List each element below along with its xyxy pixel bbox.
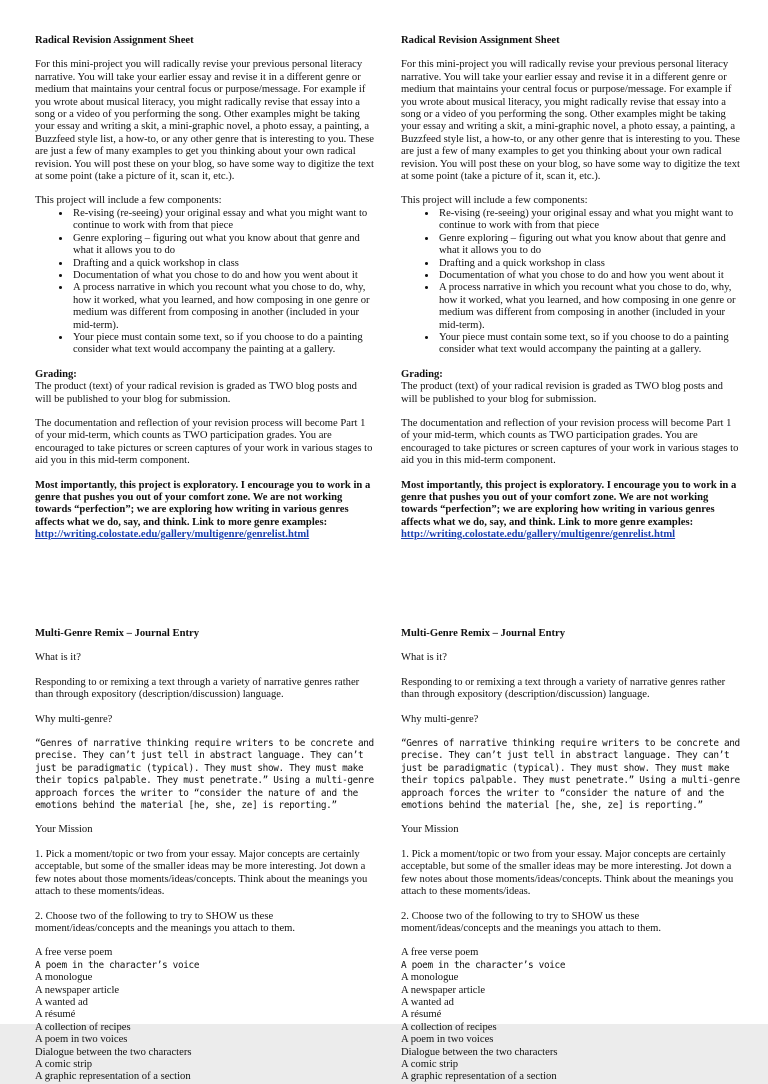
list-item: A graphic representation of a section bbox=[35, 1071, 191, 1083]
mission-step-1: 1. Pick a moment/topic or two from your essay. Major concepts are certainly acceptable, but some of the smaller ideas may be more interesting. Jot down a few notes about those moments/ideas/concepts. Think about the meanings you attach to these moments/ideas. bbox=[401, 848, 734, 898]
what-answer: Responding to or remixing a text through a variety of narrative genres rather than through expository (description/discussion) language. bbox=[35, 676, 360, 701]
assignment-title: Radical Revision Assignment Sheet bbox=[401, 35, 560, 46]
what-question: What is it? bbox=[35, 652, 81, 664]
list-item: A résumé bbox=[401, 1009, 442, 1021]
journal-entry-left bbox=[35, 628, 375, 1084]
list-item: A monologue bbox=[401, 972, 459, 984]
components-lead: This project will include a few components: bbox=[35, 195, 222, 207]
components-list bbox=[401, 208, 741, 357]
genre-list bbox=[401, 947, 741, 1083]
genre-examples-link[interactable]: http://writing.colostate.edu/gallery/multigenre/genrelist.html bbox=[35, 529, 310, 541]
list-item: • Re-vising (re-seeing) your original essay and what you might want to continue to work with from that piece bbox=[71, 208, 375, 233]
list-item: A free verse poem bbox=[35, 947, 113, 959]
genre-list bbox=[35, 947, 375, 1083]
list-item: A comic strip bbox=[401, 1058, 459, 1070]
assignment-sheet-right bbox=[401, 35, 741, 554]
journal-title: Multi-Genre Remix – Journal Entry bbox=[35, 628, 199, 639]
assignment-intro: For this mini-project you will radically revise your previous personal literacy narrative. You will take your earlier essay and revise it in a different genre or medium that maintains your central focus or purpose/message. For example if you wrote about musical literacy, you might radically revise that essay into a song or a video of you performing the song. Other examples might be taking your essay and writing a skit, a mini-graphic novel, a photo essay, a painting, a Buzzfeed style list, a how-to, or any other genre that is interesting to you. These are just a few of many examples to get you thinking about your own radical revision. You will post these on your blog, so have some way to digitize the text at some point (take a picture of it, scan it, etc.). bbox=[35, 59, 375, 183]
grading-section bbox=[35, 369, 375, 406]
documentation-text: The documentation and reflection of your revision process will become Part 1 of your mid-term, which counts as TWO participation grades. You are encouraged to take pictures or screen captures of your work in various stages to aid you in this mid-term component. bbox=[401, 417, 739, 467]
list-item: • Documentation of what you chose to do and how you went about it bbox=[437, 270, 741, 282]
list-item: Dialogue between the two characters bbox=[401, 1046, 558, 1058]
mission-step-2: 2. Choose two of the following to try to SHOW us these moment/ideas/concepts and the meanings you attach to them. bbox=[35, 910, 296, 934]
list-item: • A process narrative in which you recount what you chose to do, why, how it worked, what you learned, and how composing in one genre or medium was different from composing in another (included in your mid-term). bbox=[71, 282, 375, 332]
list-item: A monologue bbox=[35, 972, 93, 984]
grading-text: The product (text) of your radical revision is graded as TWO blog posts and will be published to your blog for submission. bbox=[401, 381, 723, 405]
list-item: A poem in the character’s voice bbox=[35, 959, 200, 971]
list-item: • A process narrative in which you recount what you chose to do, why, how it worked, what you learned, and how composing in one genre or medium was different from composing in another (included in your mid-term). bbox=[437, 282, 741, 332]
list-item: • Your piece must contain some text, so if you choose to do a painting consider what text would accompany the painting at a gallery. bbox=[71, 332, 375, 357]
what-answer: Responding to or remixing a text through a variety of narrative genres rather than through expository (description/discussion) language. bbox=[401, 676, 726, 701]
list-item: • Drafting and a quick workshop in class bbox=[71, 258, 375, 270]
components-lead: This project will include a few components: bbox=[401, 195, 588, 207]
grading-section bbox=[401, 369, 741, 406]
genre-quote: “Genres of narrative thinking require writers to be concrete and precise. They can’t just tell in abstract language. They can’t just be paradigmatic (typical). They must show. They must make their topics palpable. They must penetrate.” Using a multi-genre approach forces the writer to “consider the nature of and the emotions behind the material [he, she, ze] is reporting.” bbox=[401, 738, 740, 812]
list-item: A newspaper article bbox=[35, 984, 120, 996]
assignment-title: Radical Revision Assignment Sheet bbox=[35, 35, 194, 46]
grading-heading: Grading: bbox=[35, 368, 77, 380]
list-item: A résumé bbox=[35, 1009, 76, 1021]
grading-heading: Grading: bbox=[401, 368, 443, 380]
why-question: Why multi-genre? bbox=[35, 713, 113, 725]
genre-examples-link[interactable]: http://writing.colostate.edu/gallery/multigenre/genrelist.html bbox=[401, 529, 676, 541]
important-text: Most importantly, this project is exploratory. I encourage you to work in a genre that pushes you out of your comfort zone. We are not working towards “perfection”; we are exploring how writing in various genres affects what we do, say, and think. Link to more genre examples: bbox=[35, 479, 371, 528]
list-item: • Genre exploring – figuring out what you know about that genre and what it allows you to do bbox=[71, 233, 375, 258]
list-item: • Documentation of what you chose to do and how you went about it bbox=[71, 270, 375, 282]
genre-quote: “Genres of narrative thinking require writers to be concrete and precise. They can’t just tell in abstract language. They can’t just be paradigmatic (typical). They must show. They must make their topics palpable. They must penetrate.” Using a multi-genre approach forces the writer to “consider the nature of and the emotions behind the material [he, she, ze] is reporting.” bbox=[35, 738, 374, 812]
list-item: A collection of recipes bbox=[35, 1021, 131, 1033]
list-item: Dialogue between the two characters bbox=[35, 1046, 192, 1058]
documentation-text: The documentation and reflection of your revision process will become Part 1 of your mid-term, which counts as TWO participation grades. You are encouraged to take pictures or screen captures of your work in various stages to aid you in this mid-term component. bbox=[35, 417, 373, 467]
list-item: A graphic representation of a section bbox=[401, 1071, 557, 1083]
mission-heading: Your Mission bbox=[401, 824, 459, 836]
list-item: A poem in two voices bbox=[401, 1034, 494, 1046]
list-item: A free verse poem bbox=[401, 947, 479, 959]
important-section bbox=[35, 480, 375, 542]
assignment-intro: For this mini-project you will radically revise your previous personal literacy narrative. You will take your earlier essay and revise it in a different genre or medium that maintains your central focus or purpose/message. For example if you wrote about musical literacy, you might radically revise that essay into a song or a video of you performing the song. Other examples might be taking your essay and writing a skit, a mini-graphic novel, a photo essay, a painting, a Buzzfeed style list, a how-to, or any other genre that is interesting to you. These are just a few of many examples to get you thinking about your own radical revision. You will post these on your blog, so have some way to digitize the text at some point (take a picture of it, scan it, etc.). bbox=[401, 59, 741, 183]
list-item: A collection of recipes bbox=[401, 1021, 497, 1033]
important-text: Most importantly, this project is exploratory. I encourage you to work in a genre that pushes you out of your comfort zone. We are not working towards “perfection”; we are exploring how writing in various genres affects what we do, say, and think. Link to more genre examples: bbox=[401, 479, 737, 528]
journal-entry-right bbox=[401, 628, 741, 1084]
grading-text: The product (text) of your radical revision is graded as TWO blog posts and will be published to your blog for submission. bbox=[35, 381, 357, 405]
list-item: A poem in the character’s voice bbox=[401, 959, 566, 971]
list-item: A wanted ad bbox=[401, 996, 454, 1008]
important-section bbox=[401, 480, 741, 542]
list-item: • Genre exploring – figuring out what you know about that genre and what it allows you to do bbox=[437, 233, 741, 258]
list-item: A comic strip bbox=[35, 1058, 93, 1070]
mission-heading: Your Mission bbox=[35, 824, 93, 836]
list-item: • Your piece must contain some text, so if you choose to do a painting consider what text would accompany the painting at a gallery. bbox=[437, 332, 741, 357]
what-question: What is it? bbox=[401, 652, 447, 664]
list-item: • Drafting and a quick workshop in class bbox=[437, 258, 741, 270]
list-item: A wanted ad bbox=[35, 996, 88, 1008]
list-item: • Re-vising (re-seeing) your original essay and what you might want to continue to work with from that piece bbox=[437, 208, 741, 233]
mission-step-1: 1. Pick a moment/topic or two from your essay. Major concepts are certainly acceptable, but some of the smaller ideas may be more interesting. Jot down a few notes about those moments/ideas/concepts. Think about the meanings you attach to these moments/ideas. bbox=[35, 848, 368, 898]
components-list bbox=[35, 208, 375, 357]
journal-title: Multi-Genre Remix – Journal Entry bbox=[401, 628, 565, 639]
list-item: A newspaper article bbox=[401, 984, 486, 996]
why-question: Why multi-genre? bbox=[401, 713, 479, 725]
mission-step-2: 2. Choose two of the following to try to SHOW us these moment/ideas/concepts and the meanings you attach to them. bbox=[401, 910, 662, 934]
list-item: A poem in two voices bbox=[35, 1034, 128, 1046]
assignment-sheet-left bbox=[35, 35, 375, 554]
